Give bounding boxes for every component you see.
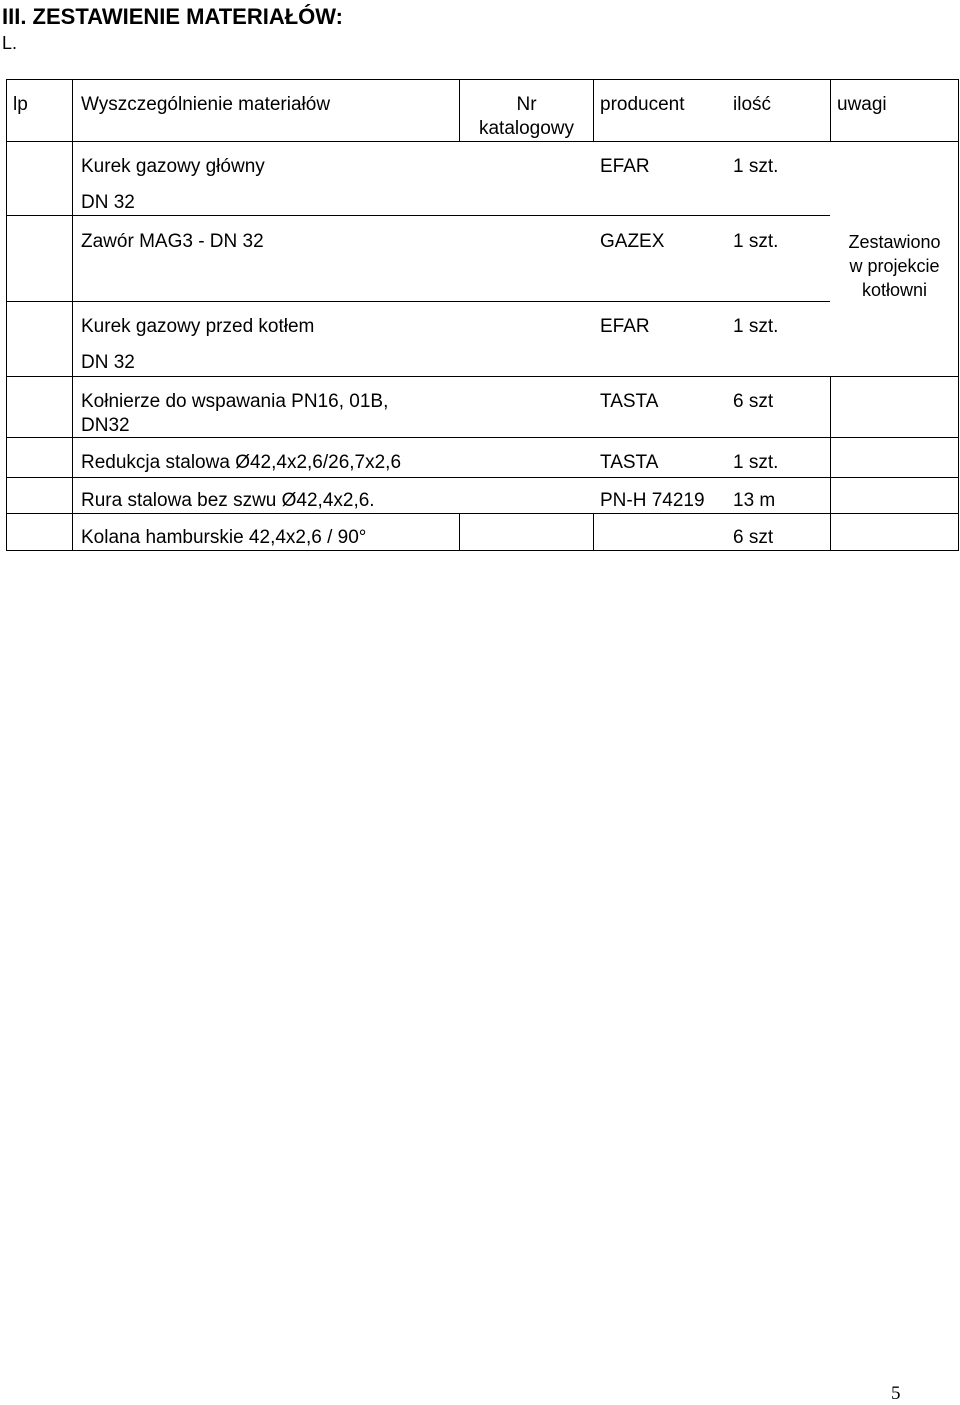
row-divider [6, 215, 830, 216]
cell-notes: w projekcie [849, 256, 940, 276]
cell-notes: Zestawiono [848, 232, 941, 252]
row-divider [6, 376, 959, 377]
header-catalog-no-line1: Nr [516, 94, 537, 115]
header-quantity: ilość [733, 94, 772, 115]
cell-producer: TASTA [600, 391, 659, 412]
header-lp: lp [13, 94, 28, 115]
row-divider [6, 477, 959, 478]
cell-quantity: 1 szt. [733, 316, 779, 337]
column-divider [830, 79, 831, 142]
cell-quantity: 6 szt [733, 527, 774, 548]
cell-quantity: 6 szt [733, 391, 774, 412]
cell-producer: TASTA [600, 452, 659, 473]
row-divider [6, 301, 830, 302]
cell-producer: EFAR [600, 156, 650, 177]
cell-description: DN 32 [81, 352, 135, 373]
column-divider [830, 376, 831, 551]
section-subheading: L. [2, 33, 18, 53]
cell-description: Zawór MAG3 - DN 32 [81, 231, 264, 252]
cell-description: Rura stalowa bez szwu Ø42,4x2,6. [81, 490, 375, 511]
cell-description: DN 32 [81, 192, 135, 213]
cell-description: Kurek gazowy główny [81, 156, 265, 177]
row-divider [6, 513, 959, 514]
table-border-bottom [6, 550, 959, 551]
cell-description: DN32 [81, 415, 130, 436]
table-border-right [958, 79, 959, 551]
cell-description: Kurek gazowy przed kotłem [81, 316, 315, 337]
cell-producer: GAZEX [600, 231, 665, 252]
page-number: 5 [891, 1383, 901, 1404]
column-divider [459, 513, 460, 551]
cell-notes: kotłowni [861, 280, 928, 300]
header-notes: uwagi [837, 94, 887, 115]
header-catalog-no-line2: katalogowy [478, 118, 575, 139]
cell-quantity: 1 szt. [733, 452, 779, 473]
cell-quantity: 1 szt. [733, 156, 779, 177]
section-heading: III. ZESTAWIENIE MATERIAŁÓW: [2, 4, 343, 29]
table-border-left [6, 79, 7, 551]
cell-description: Kołnierze do wspawania PN16, 01B, [81, 391, 389, 412]
cell-quantity: 1 szt. [733, 231, 779, 252]
column-divider [593, 513, 594, 551]
cell-description: Redukcja stalowa Ø42,4x2,6/26,7x2,6 [81, 452, 402, 473]
column-divider [593, 79, 594, 142]
cell-quantity: 13 m [733, 490, 776, 511]
cell-description: Kolana hamburskie 42,4x2,6 / 90° [81, 527, 367, 548]
cell-producer: EFAR [600, 316, 650, 337]
table-border-top [6, 79, 959, 80]
row-divider [6, 437, 959, 438]
header-description: Wyszczególnienie materiałów [81, 94, 331, 115]
column-divider [72, 79, 73, 551]
cell-producer: PN-H 74219 [600, 490, 705, 511]
row-divider [6, 141, 959, 142]
header-producer: producent [600, 94, 685, 115]
